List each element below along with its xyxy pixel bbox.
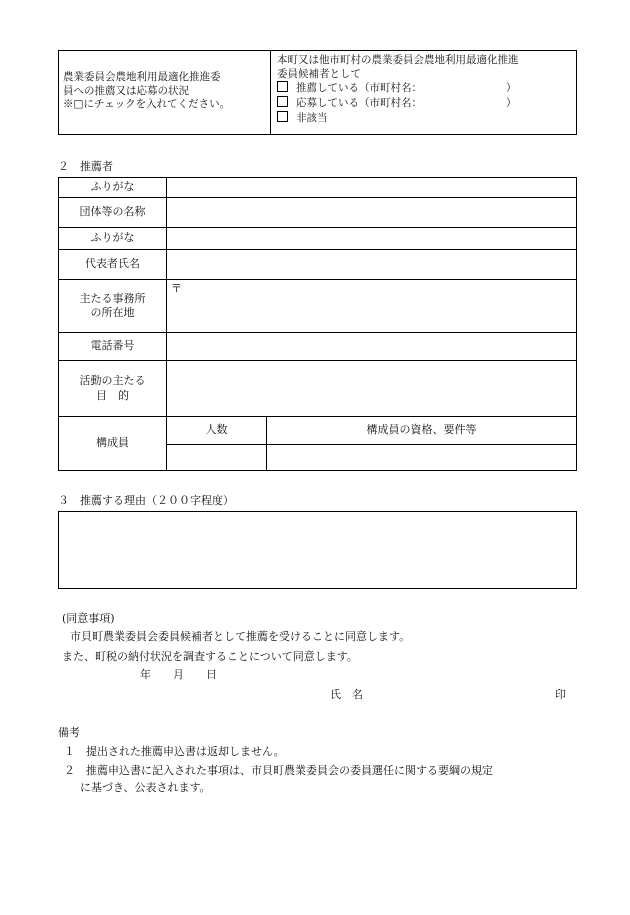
checkbox[interactable] — [277, 96, 288, 107]
members-count-header: 人数 — [167, 417, 267, 445]
members-qual-field[interactable] — [267, 445, 577, 471]
org-furigana-field[interactable] — [167, 178, 577, 198]
note-2-line2: に基づき、公表されます。 — [80, 781, 211, 794]
postal-mark: 〒 — [171, 282, 182, 295]
consent-date: 年 月 日 — [140, 668, 217, 681]
members-label: 構成員 — [59, 417, 167, 471]
consent-line2: また、町税の納付状況を調査することについて同意します。 — [62, 650, 358, 663]
name-label: 氏 名 — [330, 688, 363, 701]
phone-label: 電話番号 — [59, 333, 167, 361]
status-options-cell — [271, 51, 576, 134]
consent-heading: (同意事項) — [62, 612, 115, 625]
section3-title: ３ 推薦する理由（２００字程度） — [58, 494, 234, 507]
checkbox[interactable] — [277, 81, 288, 92]
status-desc-line2: 委員候補者として — [277, 67, 361, 80]
status-desc-line1: 本町又は他市町村の農業委員会農地利用最適化推進 — [277, 54, 519, 66]
consent-line1: 市貝町農業委員会委員候補者として推薦を受けることに同意します。 — [70, 630, 411, 643]
status-option-applied[interactable]: 応募している（市町村名： ） — [277, 96, 570, 111]
note-2-line1: ２ 推薦申込書に記入された事項は、市貝町農業委員会の委員選任に関する要綱の規定 — [64, 764, 493, 777]
org-name-field[interactable] — [167, 198, 577, 228]
org-name-label: 団体等の名称 — [59, 198, 167, 228]
furigana-label: ふりがな — [59, 228, 167, 250]
purpose-label: 活動の主たる 目 的 — [59, 361, 167, 417]
status-label-line2: 員への推薦又は応募の状況 — [63, 84, 189, 97]
status-label-line1: 農業委員会農地利用最適化推進委 — [63, 71, 221, 83]
members-count-field[interactable] — [167, 445, 267, 471]
purpose-field[interactable] — [167, 361, 577, 417]
reason-field[interactable] — [58, 511, 577, 589]
status-label-line3: ※□にチェックを入れてください。 — [63, 98, 231, 111]
status-option-none[interactable]: 非該当 — [277, 111, 570, 126]
note-1: １ 提出された推薦申込書は返却しません。 — [64, 745, 285, 758]
furigana-label: ふりがな — [59, 178, 167, 198]
section2-title: ２ 推薦者 — [58, 160, 113, 173]
checkbox[interactable] — [277, 111, 288, 122]
rep-name-field[interactable] — [167, 250, 577, 280]
status-label-cell — [59, 51, 271, 134]
office-address-label: 主たる事務所 の所在地 — [59, 280, 167, 333]
office-address-field[interactable] — [167, 280, 577, 333]
status-table — [58, 50, 577, 135]
recommender-table — [58, 177, 577, 471]
notes-heading: 備考 — [58, 726, 80, 739]
rep-furigana-field[interactable] — [167, 228, 577, 250]
phone-field[interactable] — [167, 333, 577, 361]
rep-name-label: 代表者氏名 — [59, 250, 167, 280]
seal-mark: 印 — [555, 688, 566, 701]
members-qual-header: 構成員の資格、要件等 — [267, 417, 577, 445]
status-option-recommended[interactable]: 推薦している（市町村名： ） — [277, 81, 570, 96]
